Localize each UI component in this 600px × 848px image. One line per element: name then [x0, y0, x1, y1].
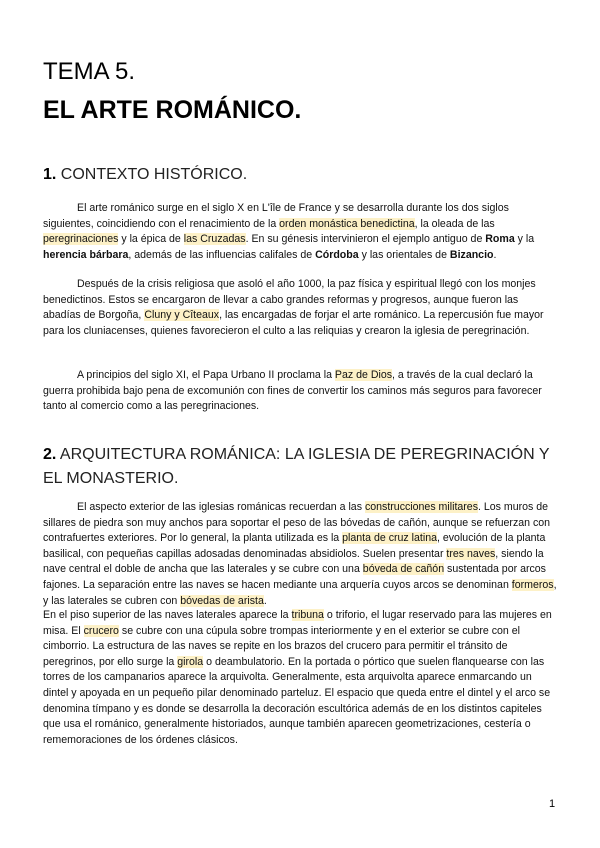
- text-run: , además de las influencias califales de: [128, 248, 316, 261]
- text-run: , evolución de la planta basilical, con pequeñas capillas adosadas denominadas absidiolos. Suelen presentar: [43, 532, 546, 560]
- section-1-paragraph-3: [43, 368, 557, 415]
- section-2-paragraph-2: [43, 608, 557, 748]
- section-2-number: 2.: [43, 446, 57, 463]
- bold-term: Córdoba: [315, 248, 359, 261]
- section-1-title: CONTEXTO HISTÓRICO.: [60, 166, 248, 183]
- highlighted-term: Cluny y Cîteaux: [144, 309, 220, 322]
- section-1-paragraph-2: [43, 277, 557, 339]
- section-1-number: 1.: [43, 166, 57, 183]
- text-run: En el piso superior de las naves laterales aparece la: [43, 609, 292, 621]
- highlighted-term: planta de cruz latina: [342, 532, 437, 545]
- text-run: , a través de la cual declaró la guerra prohibida bajo pena de excomunión con fines de convertir los caminos más seguros para favorecer tanto al comercio como a las peregrinaciones.: [43, 369, 542, 413]
- text-run: y las orientales de: [358, 248, 450, 261]
- text-run: . Los muros de sillares de piedra son muy anchos para soportar el peso de las bóvedas de cañón, aunque se refuerzan con contrafuertes exteriores. Por lo general, la planta utilizada es la: [43, 501, 551, 545]
- highlighted-term: crucero: [83, 624, 119, 637]
- highlighted-term: las Cruzadas: [183, 233, 246, 246]
- text-run: , la oleada de las: [414, 217, 495, 230]
- text-run: .: [493, 248, 497, 261]
- text-run: o deambulatorio. En la portada o pórtico que suelen flanquearse con las torres de los campanarios aparece la arquivolta. Generalmente, esta arquivolta aparece enmarcando un dintel y apoyada en un pequeño pilar denominado parteluz. El espacio que queda entre el dintel y el arco se denomina tímpano y es donde se desarrolla la decoración escultórica además de en los distintos capiteles que usa el románico, generalmente historiados, aunque también aparecen geometrizaciones, cestería o rememoraciones de los órdenes clásicos.: [43, 655, 551, 746]
- bold-term: herencia bárbara: [43, 248, 129, 261]
- highlighted-term: construcciones militares: [364, 501, 478, 513]
- highlighted-term: tribuna: [291, 609, 324, 621]
- text-run: y la: [514, 233, 535, 246]
- page-title: EL ARTE ROMÁNICO.: [43, 96, 302, 124]
- highlighted-term: bóvedas de arista: [180, 594, 264, 607]
- tema-label: TEMA 5.: [43, 58, 136, 85]
- highlighted-term: formeros: [511, 578, 554, 591]
- text-run: .: [263, 594, 267, 607]
- text-run: Después de la crisis religiosa que asoló el año 1000, la paz física y espiritual llegó con los monjes benedictinos. Estos se encargaron de llevar a cabo grandes reformas y progresos, aunque fueron las abadías de Borgoña,: [43, 278, 536, 322]
- highlighted-term: tres naves: [446, 547, 496, 560]
- text-run: o triforio, el lugar reservado para las mujeres en misa. El: [43, 609, 552, 637]
- highlighted-term: peregrinaciones: [43, 233, 119, 246]
- page-number: 1: [549, 798, 556, 810]
- section-1-heading: [43, 166, 247, 184]
- text-run: sustentada por arcos fajones. La separación entre las naves se hacen mediante una arquería cuyos arcos se denominan: [43, 563, 546, 591]
- section-1-paragraph-1: [43, 201, 557, 263]
- section-2-heading: [43, 443, 563, 491]
- highlighted-term: bóveda de cañón: [362, 563, 445, 576]
- highlighted-term: Paz de Dios: [334, 369, 393, 381]
- section-2-title: ARQUITECTURA ROMÁNICA: LA IGLESIA DE PEREGRINACIÓN Y EL MONASTERIO.: [43, 446, 550, 487]
- text-run: A principios del siglo XI, el Papa Urbano II proclama la: [77, 369, 335, 381]
- bold-term: Bizancio: [449, 248, 494, 261]
- text-run: , siendo la nave central el doble de ancha que las laterales y se cubre con una: [43, 547, 544, 576]
- text-run: El aspecto exterior de las iglesias románicas recuerdan a las: [77, 501, 365, 513]
- text-run: se cubre con una cúpula sobre trompas interiormente y en el exterior se cubre con el cimborrio. La estructura de las naves se repite en los brazos del crucero para permitir el tránsito de peregrinos, por ello surge la: [43, 624, 520, 668]
- text-run: y la épica de: [118, 233, 184, 246]
- text-run: . En su génesis intervinieron el ejemplo antiguo de: [245, 233, 486, 246]
- text-run: , las encargadas de forjar el arte románico. La repercusión fue mayor para los cluniacenses, quienes favorecieron el culto a las reliquias y crearon la iglesia de peregrinación.: [43, 309, 544, 337]
- bold-term: Roma: [485, 233, 515, 246]
- highlighted-term: orden monástica benedictina: [279, 217, 415, 230]
- text-run: El arte románico surge en el siglo X en L'île de France y se desarrolla durante los dos siglos siguientes, coincidiendo con el renacimiento de la: [43, 202, 509, 230]
- text-run: , y las laterales se cubren con: [43, 578, 557, 607]
- highlighted-term: girola: [177, 655, 204, 668]
- section-2-paragraph-1: [43, 500, 557, 609]
